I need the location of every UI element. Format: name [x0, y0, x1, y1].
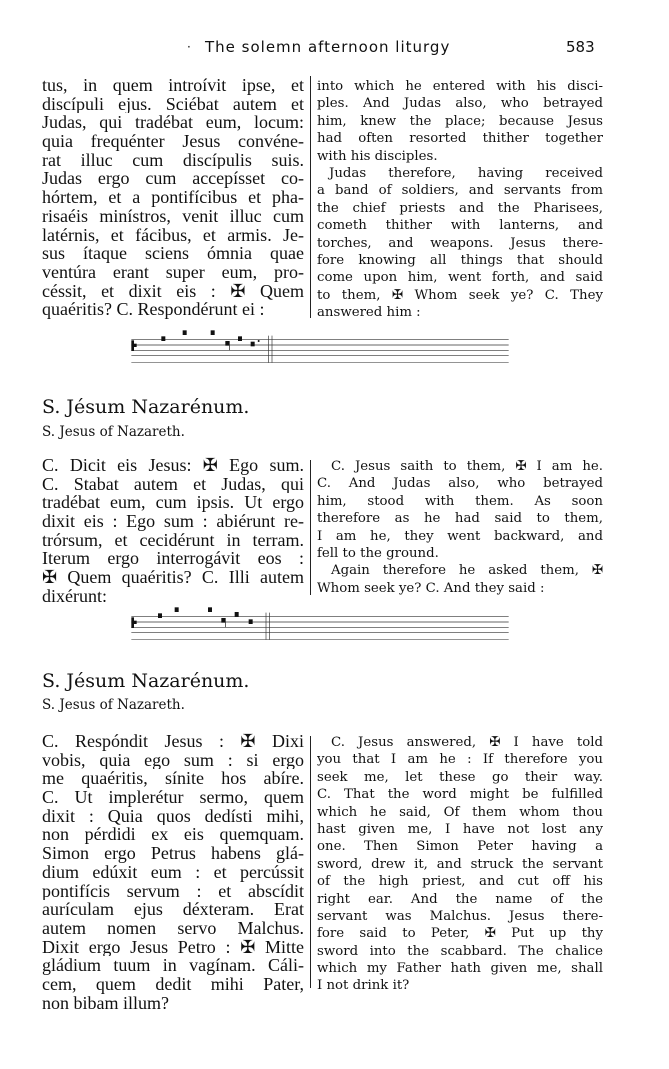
- english-line: the chief priests and the Pharisees,: [317, 200, 603, 216]
- latin-line: sus ítaque sciens ómnia quae: [42, 244, 304, 263]
- response-2-english: S. Jesus of Nazareth.: [42, 697, 185, 713]
- latin-line: trórsum, et cecidérunt in terram.: [42, 530, 304, 550]
- column-divider: [310, 460, 311, 595]
- latin-line: ✠ Quem quaéritis? C. Illi autem: [42, 568, 304, 587]
- english-line: fore knowing all things that should: [317, 252, 603, 268]
- latin-line: C. Dicit eis Jesus: ✠ Ego sum.: [42, 456, 304, 475]
- english-line: with his disciples.: [317, 148, 438, 164]
- english-line: had often resorted thither together: [317, 131, 603, 147]
- latin-line: Iterum ergo interrogávit eos :: [42, 549, 304, 569]
- english-line: which my Father hath given me, shall: [317, 961, 603, 977]
- english-line: servant was Malchus. Jesus there-: [317, 908, 603, 924]
- latin-column-1: [42, 76, 304, 319]
- english-line: C. That the word might be fulfilled: [317, 787, 603, 803]
- english-line: into which he entered with his disci-: [317, 79, 603, 94]
- english-line: sword, drew it, and struck the servant: [317, 856, 603, 872]
- latin-line: autem nomen servo Malchus.: [42, 918, 304, 938]
- latin-line: non bibam illum?: [42, 993, 169, 1013]
- latin-line: me quaéritis, sínite hos abíre.: [42, 769, 304, 789]
- chant-staff-2: [37, 602, 603, 642]
- english-column-3: [317, 734, 603, 995]
- english-line: to them, ✠ Whom seek ye? C. They: [317, 287, 603, 303]
- latin-column-3: [42, 732, 304, 1012]
- latin-line: gládium tuum in vagínam. Cáli-: [42, 956, 304, 975]
- english-line: C. Jesus answered, ✠ I have told: [331, 735, 603, 750]
- latin-line: Simon ergo Petrus habens glá-: [42, 844, 304, 863]
- header-dot: ·: [187, 40, 191, 54]
- english-line: fore said to Peter, ✠ Put up thy: [317, 926, 603, 942]
- response-1-latin: S. Jésum Nazarénum.: [42, 396, 250, 418]
- latin-line: dixit eis : Ego sum : abiérunt re-: [42, 512, 304, 531]
- english-line: him, knew the place; because Jesus: [317, 113, 603, 129]
- latin-line: latérnis, et fácibus, et armis. Je-: [42, 225, 304, 245]
- latin-line: ventúra erant super eum, pro-: [42, 262, 304, 282]
- english-line: you that I am he : If therefore you: [317, 752, 603, 768]
- latin-line: hórtem, et a pontifícibus et pha-: [42, 188, 304, 207]
- running-header-title: The solemn afternoon liturgy: [205, 38, 451, 56]
- english-column-1: [317, 78, 603, 321]
- latin-line: quia frequénter Jesus convéne-: [42, 132, 304, 151]
- chant-staff-1: [37, 325, 603, 365]
- latin-line: quaéritis? C. Respondérunt ei :: [42, 300, 265, 319]
- english-line: which he said, Of them whom thou: [317, 804, 603, 820]
- latin-column-2: [42, 456, 304, 606]
- latin-line: tradébat eum, cum ipsis. Ut ergo: [42, 493, 304, 513]
- column-divider: [310, 736, 311, 988]
- latin-line: céssit, et dixit eis : ✠ Quem: [42, 281, 304, 301]
- english-line: cometh thither with lanterns, and: [317, 218, 603, 234]
- english-column-2: [317, 458, 603, 597]
- english-line: right ear. And the name of the: [317, 891, 603, 907]
- english-line: answered him :: [317, 305, 421, 321]
- latin-line: risaéis minístros, venit illuc cum: [42, 206, 304, 226]
- english-line: him, stood with them. As soon: [317, 493, 603, 509]
- latin-line: tus, in quem introívit ipse, et: [42, 76, 304, 95]
- latin-line: C. Stabat autem et Judas, qui: [42, 474, 304, 494]
- english-line: Whom seek ye? C. And they said :: [317, 580, 545, 596]
- latin-line: aurículam ejus déxteram. Erat: [42, 900, 304, 919]
- latin-line: dium edúxit eum : et percússit: [42, 862, 304, 882]
- english-line: torches, and weapons. Jesus there-: [317, 235, 603, 251]
- english-line: I not drink it?: [317, 978, 410, 994]
- english-line: C. Jesus saith to them, ✠ I am he.: [331, 459, 603, 474]
- english-line: sword into the scabbard. The chalice: [317, 943, 603, 959]
- english-line: therefore as he had said to them,: [317, 511, 603, 527]
- latin-line: Judas ergo cum accepísset co-: [42, 169, 304, 189]
- english-line: come upon him, went forth, and said: [317, 270, 603, 286]
- english-line: seek me, let these go their way.: [317, 769, 603, 785]
- latin-line: Dixit ergo Jesus Petro : ✠ Mitte: [42, 937, 304, 957]
- latin-line: cem, quem dedit mihi Pater,: [42, 974, 304, 994]
- latin-line: C. Ut implerétur sermo, quem: [42, 788, 304, 807]
- latin-line: dixit : Quia quos dedísti mihi,: [42, 806, 304, 826]
- english-line: hast given me, I have not lost any: [317, 821, 603, 837]
- english-line: a band of soldiers, and servants from: [317, 183, 603, 199]
- latin-line: vobis, quia ego sum : si ergo: [42, 750, 304, 770]
- latin-line: rat illuc cum discípulis suis.: [42, 150, 304, 170]
- english-line: Judas therefore, having received: [329, 165, 603, 181]
- english-line: Again therefore he asked them, ✠: [331, 563, 603, 579]
- column-divider: [310, 76, 311, 318]
- latin-line: dixérunt:: [42, 586, 107, 606]
- response-2-latin: S. Jésum Nazarénum.: [42, 670, 250, 692]
- english-line: C. And Judas also, who betrayed: [317, 476, 603, 492]
- latin-line: C. Respóndit Jesus : ✠ Dixi: [42, 732, 304, 751]
- english-line: I am he, they went backward, and: [317, 528, 603, 544]
- english-line: ples. And Judas also, who betrayed: [317, 96, 603, 112]
- latin-line: non pérdidi ex eis quemquam.: [42, 825, 304, 845]
- latin-line: Judas, qui tradébat eum, locum:: [42, 113, 304, 133]
- english-line: one. Then Simon Peter having a: [317, 839, 603, 855]
- english-line: fell to the ground.: [317, 545, 439, 561]
- latin-line: discípuli ejus. Sciébat autem et: [42, 94, 304, 114]
- english-line: of the high priest, and cut off his: [317, 874, 603, 890]
- response-1-english: S. Jesus of Nazareth.: [42, 424, 185, 440]
- latin-line: pontifícis servum : et abscídit: [42, 881, 304, 901]
- page-number: 583: [566, 38, 595, 56]
